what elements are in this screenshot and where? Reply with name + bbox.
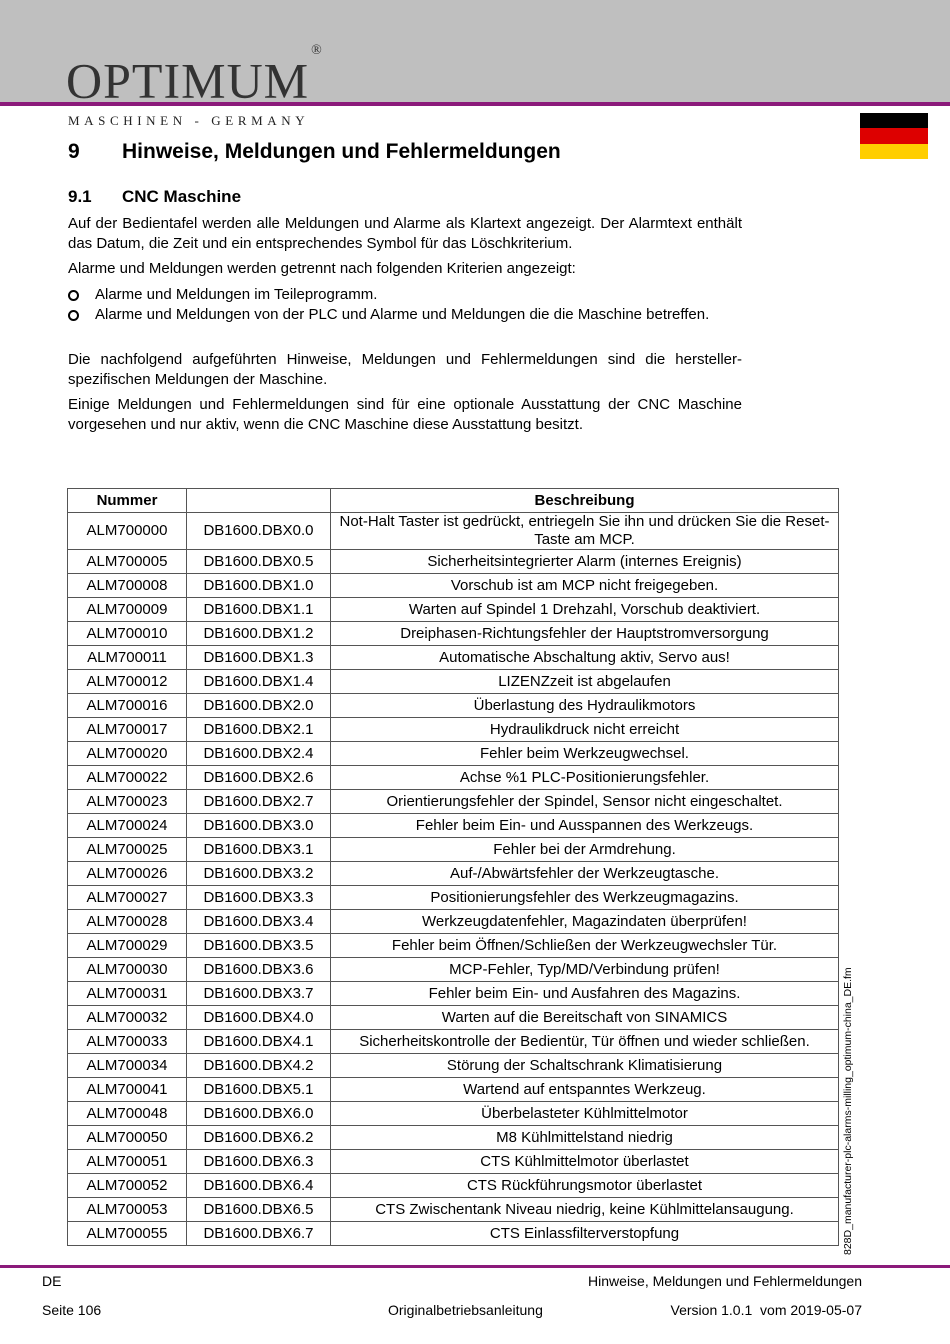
description-cell: Wartend auf entspanntes Werkzeug. [331,1078,839,1102]
plc-address-cell: DB1600.DBX2.4 [187,742,331,766]
table-row [68,1102,839,1126]
paragraph-criteria: Alarme und Meldungen werden getrennt nach folgenden Kriterien angezeigt: [68,260,576,277]
plc-address-cell: DB1600.DBX2.6 [187,766,331,790]
table-row [68,718,839,742]
footer-page-number: Seite 106 [42,1302,102,1318]
flag-stripe-black [860,113,928,128]
alarm-number-cell: ALM700005 [68,550,187,574]
table-row [68,574,839,598]
description-cell: Warten auf Spindel 1 Drehzahl, Vorschub deaktiviert. [331,598,839,622]
alarm-number-cell: ALM700030 [68,958,187,982]
alarm-number-cell: ALM700009 [68,598,187,622]
chapter-heading [68,140,561,164]
description-cell: Warten auf die Bereitschaft von SINAMICS [331,1006,839,1030]
plc-address-cell: DB1600.DBX6.0 [187,1102,331,1126]
footer-rule [0,1265,950,1268]
alarm-number-cell: ALM700051 [68,1150,187,1174]
plc-address-cell: DB1600.DBX3.5 [187,934,331,958]
table-row [68,742,839,766]
bullet-circle-icon [68,290,79,301]
plc-address-cell: DB1600.DBX0.0 [187,513,331,550]
table-row [68,550,839,574]
description-cell: Not-Halt Taster ist gedrückt, entriegeln Sie ihn und drücken Sie die Reset-Taste am MCP. [331,513,839,550]
description-cell: Dreiphasen-Richtungsfehler der Hauptstromversorgung [331,622,839,646]
table-row [68,1150,839,1174]
alarm-number-cell: ALM700048 [68,1102,187,1126]
description-cell: Fehler bei der Armdrehung. [331,838,839,862]
plc-address-cell: DB1600.DBX1.3 [187,646,331,670]
alarm-number-cell: ALM700012 [68,670,187,694]
table-row [68,1198,839,1222]
description-cell: Überlastung des Hydraulikmotors [331,694,839,718]
plc-address-cell: DB1600.DBX3.1 [187,838,331,862]
registered-mark: ® [311,43,323,58]
description-cell: Sicherheitsintegrierter Alarm (internes Ereignis) [331,550,839,574]
table-row [68,814,839,838]
description-cell: CTS Einlassfilterverstopfung [331,1222,839,1246]
flag-stripe-red [860,128,928,143]
description-cell: Positionierungsfehler des Werkzeugmagazins. [331,886,839,910]
description-cell: Sicherheitskontrolle der Bedientür, Tür öffnen und wieder schließen. [331,1030,839,1054]
brand-tagline: MASCHINEN - GERMANY [68,113,310,128]
plc-address-cell: DB1600.DBX6.4 [187,1174,331,1198]
brand-logo [66,43,323,109]
alarm-number-cell: ALM700031 [68,982,187,1006]
plc-address-cell: DB1600.DBX1.2 [187,622,331,646]
alarm-number-cell: ALM700010 [68,622,187,646]
alarm-number-cell: ALM700026 [68,862,187,886]
german-flag-icon [860,113,928,159]
description-cell: Hydraulikdruck nicht erreicht [331,718,839,742]
table-row [68,513,839,550]
table-row [68,766,839,790]
plc-address-cell: DB1600.DBX6.2 [187,1126,331,1150]
table-row [68,1222,839,1246]
description-cell: Störung der Schaltschrank Klimatisierung [331,1054,839,1078]
alarm-number-cell: ALM700052 [68,1174,187,1198]
alarm-number-cell: ALM700029 [68,934,187,958]
table-row [68,886,839,910]
description-cell: Werkzeugdatenfehler, Magazindaten überprüfen! [331,910,839,934]
plc-address-cell: DB1600.DBX1.0 [187,574,331,598]
table-row [68,694,839,718]
plc-address-cell: DB1600.DBX3.6 [187,958,331,982]
alarm-number-cell: ALM700028 [68,910,187,934]
description-cell: Auf-/Abwärtsfehler der Werkzeugtasche. [331,862,839,886]
table-row [68,790,839,814]
table-row [68,1126,839,1150]
table-row [68,982,839,1006]
plc-address-cell: DB1600.DBX3.3 [187,886,331,910]
alarm-number-cell: ALM700008 [68,574,187,598]
plc-address-cell: DB1600.DBX4.1 [187,1030,331,1054]
plc-address-cell: DB1600.DBX3.4 [187,910,331,934]
alarm-number-cell: ALM700041 [68,1078,187,1102]
paragraph-optional: Einige Meldungen und Fehlermeldungen sind für eine optionale Ausstattung der CNC Maschine vorgesehen und nur aktiv, wenn die CNC Maschine diese Ausstattung besitzt. [68,396,742,433]
alarm-number-cell: ALM700055 [68,1222,187,1246]
plc-address-cell: DB1600.DBX3.2 [187,862,331,886]
alarm-number-cell: ALM700033 [68,1030,187,1054]
paragraph-manufacturer: Die nachfolgend aufgeführten Hinweise, Meldungen und Fehlermeldungen sind die hersteller-spezifischen Meldungen der Maschine. [68,351,742,388]
bullet-text: Alarme und Meldungen im Teileprogramm. [95,286,378,303]
plc-address-cell: DB1600.DBX2.7 [187,790,331,814]
table-row [68,862,839,886]
description-cell: CTS Kühlmittelmotor überlastet [331,1150,839,1174]
plc-address-cell: DB1600.DBX1.1 [187,598,331,622]
description-cell: Fehler beim Öffnen/Schließen der Werkzeugwechsler Tür. [331,934,839,958]
alarm-number-cell: ALM700022 [68,766,187,790]
logo-text: OPTIMUM [66,52,310,109]
paragraph-intro: Auf der Bedientafel werden alle Meldungen und Alarme als Klartext angezeigt. Der Alarmtext enthält das Datum, die Zeit und ein entsprechendes Symbol für das Löschkriterium. [68,215,742,252]
bullet-circle-icon [68,310,79,321]
header-description: Beschreibung [331,489,839,513]
plc-address-cell: DB1600.DBX0.5 [187,550,331,574]
alarm-number-cell: ALM700000 [68,513,187,550]
table-row [68,958,839,982]
table-row [68,838,839,862]
plc-address-cell: DB1600.DBX3.0 [187,814,331,838]
alarm-number-cell: ALM700050 [68,1126,187,1150]
file-name-label: 828D_manufacturer-plc-alarms-milling_optimum-china_DE.fm [842,967,854,1255]
alarm-number-cell: ALM700020 [68,742,187,766]
alarm-number-cell: ALM700025 [68,838,187,862]
table-row [68,1030,839,1054]
header-number: Nummer [68,489,187,513]
description-cell: Achse %1 PLC-Positionierungsfehler. [331,766,839,790]
table-row [68,622,839,646]
alarm-number-cell: ALM700023 [68,790,187,814]
table-header-row [68,489,839,513]
footer-version: Version 1.0.1 vom 2019-05-07 [670,1302,862,1318]
alarm-table [67,488,839,1246]
plc-address-cell: DB1600.DBX6.5 [187,1198,331,1222]
plc-address-cell: DB1600.DBX1.4 [187,670,331,694]
description-cell: CTS Rückführungsmotor überlastet [331,1174,839,1198]
description-cell: LIZENZzeit ist abgelaufen [331,670,839,694]
table-row [68,598,839,622]
alarm-number-cell: ALM700024 [68,814,187,838]
alarm-number-cell: ALM700034 [68,1054,187,1078]
table-row [68,1078,839,1102]
table-row [68,934,839,958]
table-row [68,910,839,934]
table-row [68,1006,839,1030]
description-cell: Vorschub ist am MCP nicht freigegeben. [331,574,839,598]
alarm-number-cell: ALM700011 [68,646,187,670]
description-cell: Überbelasteter Kühlmittelmotor [331,1102,839,1126]
table-row [68,670,839,694]
plc-address-cell: DB1600.DBX4.0 [187,1006,331,1030]
plc-address-cell: DB1600.DBX3.7 [187,982,331,1006]
plc-address-cell: DB1600.DBX2.1 [187,718,331,742]
alarm-number-cell: ALM700017 [68,718,187,742]
table-row [68,1174,839,1198]
description-cell: Automatische Abschaltung aktiv, Servo aus! [331,646,839,670]
alarm-number-cell: ALM700016 [68,694,187,718]
section-heading [68,187,241,207]
description-cell: CTS Zwischentank Niveau niedrig, keine Kühlmittelansaugung. [331,1198,839,1222]
header-address [187,489,331,513]
chapter-title: Hinweise, Meldungen und Fehlermeldungen [122,140,561,163]
table-row [68,646,839,670]
bullet-item [68,305,742,325]
footer-language: DE [42,1273,62,1289]
section-number: 9.1 [68,187,92,206]
alarm-number-cell: ALM700032 [68,1006,187,1030]
description-cell: MCP-Fehler, Typ/MD/Verbindung prüfen! [331,958,839,982]
plc-address-cell: DB1600.DBX5.1 [187,1078,331,1102]
plc-address-cell: DB1600.DBX6.3 [187,1150,331,1174]
description-cell: Fehler beim Werkzeugwechsel. [331,742,839,766]
alarm-number-cell: ALM700053 [68,1198,187,1222]
bullet-item [68,285,742,305]
bullet-text: Alarme und Meldungen von der PLC und Alarme und Meldungen die die Maschine betreffen. [95,306,710,323]
flag-stripe-gold [860,144,928,159]
section-title: CNC Maschine [122,187,242,206]
description-cell: M8 Kühlmittelstand niedrig [331,1126,839,1150]
table-row [68,1054,839,1078]
description-cell: Fehler beim Ein- und Ausspannen des Werkzeugs. [331,814,839,838]
plc-address-cell: DB1600.DBX6.7 [187,1222,331,1246]
plc-address-cell: DB1600.DBX2.0 [187,694,331,718]
chapter-number: 9 [68,140,80,163]
footer-document-type: Originalbetriebsanleitung [388,1302,543,1318]
alarm-number-cell: ALM700027 [68,886,187,910]
description-cell: Orientierungsfehler der Spindel, Sensor nicht eingeschaltet. [331,790,839,814]
footer-section-title: Hinweise, Meldungen und Fehlermeldungen [588,1273,862,1289]
plc-address-cell: DB1600.DBX4.2 [187,1054,331,1078]
description-cell: Fehler beim Ein- und Ausfahren des Magazins. [331,982,839,1006]
